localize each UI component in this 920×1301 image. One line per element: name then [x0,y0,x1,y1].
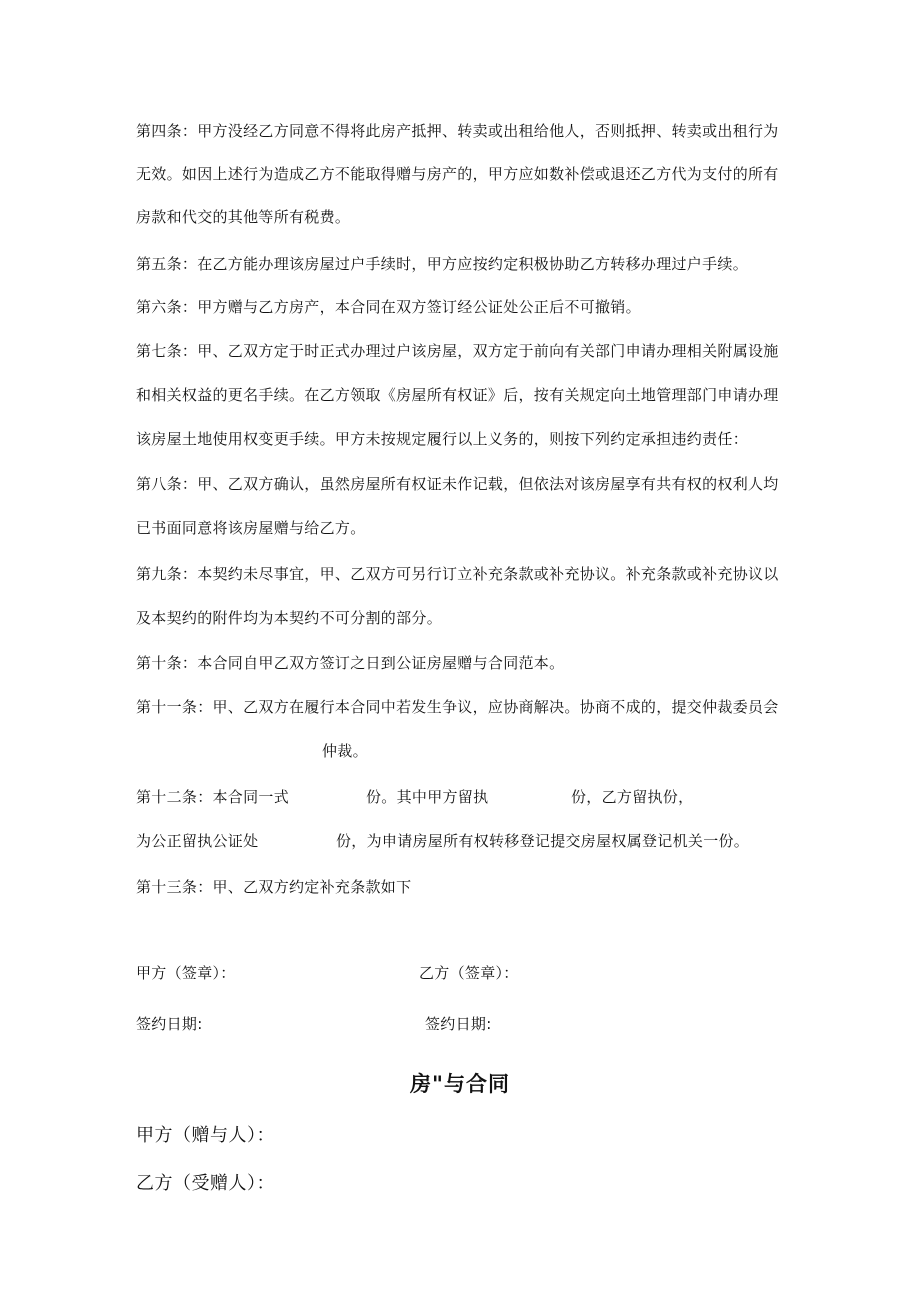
article-5-line-1: 第五条：在乙方能办理该房屋过户手续时，甲方应按约定积极协助乙方转移办理过户手续。 [136,255,749,273]
article-12-line-2-part-1: 为公正留执公证处 [136,832,259,850]
article-10-line-1: 第十条：本合同自甲乙双方签订之日到公证房屋赠与合同范本。 [136,654,565,672]
article-9-line-2: 及本契约的附件均为本契约不可分割的部分。 [136,609,443,627]
article-12-line-1-part-3: 份，乙方留执份， [571,788,694,806]
signature-party-a: 甲方（签章）： [136,964,236,982]
article-11-line-2: 仲裁。 [322,742,368,760]
article-7-line-1: 第七条：甲、乙双方定于时正式办理过户该房屋，双方定于前向有关部门申请办理相关附属设施 [136,342,779,360]
article-7-line-3: 该房屋土地使用权变更手续。甲方未按规定履行以上义务的，则按下列约定承担违约责任： [136,430,749,448]
article-11-line-1: 第十一条：甲、乙双方在履行本合同中若发生争议，应协商解决。协商不成的，提交仲裁委员会 [136,698,779,716]
article-7-line-2: 和相关权益的更名手续。在乙方领取《房屋所有权证》后，按有关规定向土地管理部门申请办理 [136,386,779,404]
article-12-line-1-part-2: 份。其中甲方留执 [366,788,489,806]
donee-party-label: 乙方（受赠人）： [136,1173,275,1194]
next-document-title: 房"与合同 [410,1072,510,1096]
signature-party-b: 乙方（签章）： [419,964,519,982]
article-8-line-1: 第八条：甲、乙双方确认，虽然房屋所有权证未作记载，但依法对该房屋享有共有权的权利人均 [136,475,779,493]
article-9-line-1: 第九条：本契约未尽事宜，甲、乙双方可另行订立补充条款或补充协议。补充条款或补充协议以 [136,565,779,583]
article-4-line-3: 房款和代交的其他等所有税费。 [136,208,351,226]
article-13-line-1: 第十三条：甲、乙双方约定补充条款如下 [136,878,412,896]
article-12-line-1-part-1: 第十二条：本合同一式 [136,788,290,806]
article-4-line-1: 第四条：甲方没经乙方同意不得将此房产抵押、转卖或出租给他人，否则抵押、转卖或出租行为 [136,122,779,140]
article-4-line-2: 无效。如因上述行为造成乙方不能取得赠与房产的，甲方应如数补偿或退还乙方代为支付的所有 [136,165,779,183]
article-8-line-2: 已书面同意将该房屋赠与给乙方。 [136,519,366,537]
signing-date-b: 签约日期: [425,1015,492,1033]
signing-date-a: 签约日期: [136,1015,203,1033]
donor-party-label: 甲方（赠与人）： [136,1125,275,1146]
article-12-line-2-part-2: 份，为申请房屋所有权转移登记提交房屋权属登记机关一份。 [336,832,750,850]
article-6-line-1: 第六条：甲方赠与乙方房产，本合同在双方签订经公证处公正后不可撤销。 [136,298,641,316]
